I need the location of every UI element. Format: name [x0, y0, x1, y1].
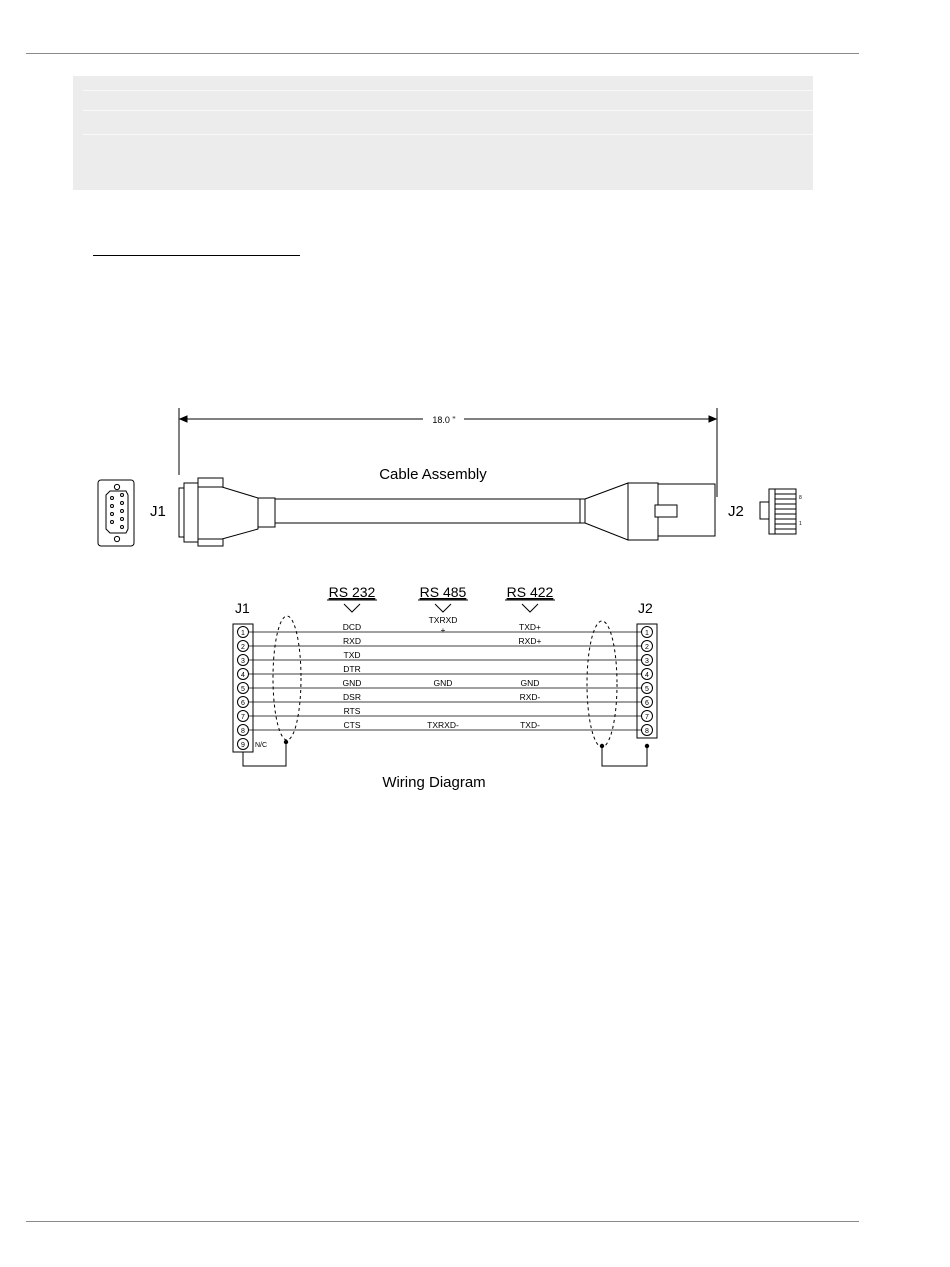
column-chevron: [435, 604, 451, 612]
cable-body: [179, 478, 715, 546]
signal-label: DTR: [343, 664, 361, 674]
length-label: 18.0 ": [432, 415, 456, 425]
signal-label: CTS: [343, 720, 361, 730]
signal-label: +: [440, 625, 446, 635]
j2-pin-number: 1: [645, 630, 649, 637]
cable-assembly-title: Cable Assembly: [379, 466, 487, 483]
signal-label: RXD+: [518, 636, 542, 646]
right-drain-wire: [602, 746, 647, 766]
j1-pin-number: 1: [241, 630, 245, 637]
signal-label: TXRXD: [428, 615, 458, 625]
j2-pin-number: 5: [645, 686, 649, 693]
column-header: RS 485: [419, 584, 467, 600]
left-shield: [273, 616, 301, 740]
j2-pin-number: 2: [645, 644, 649, 651]
wiring-diagram: [233, 584, 657, 791]
j1-pin-number: 6: [241, 700, 245, 707]
wiring-j1-label: J1: [235, 600, 250, 616]
signal-label: TXD-: [520, 720, 540, 730]
j1-pin-number: 4: [241, 672, 245, 679]
j2-pin-number: 4: [645, 672, 649, 679]
j1-pin-number: 2: [241, 644, 245, 651]
j1-pin-number: 9: [241, 742, 245, 749]
signal-label: RTS: [343, 706, 361, 716]
signal-label: RXD-: [519, 692, 541, 702]
column-header: RS 232: [328, 584, 376, 600]
signal-label: GND: [342, 678, 362, 688]
j2-pin-number: 6: [645, 700, 649, 707]
rj45-jack-icon: [760, 489, 796, 534]
footer-rule: [26, 1221, 859, 1222]
signal-label: TXD: [343, 650, 361, 660]
signal-label: GND: [520, 678, 540, 688]
signal-label: GND: [433, 678, 453, 688]
nc-label: N/C: [255, 742, 268, 749]
jack-pin-high: 8: [799, 495, 802, 501]
j1-pin-number: 3: [241, 658, 245, 665]
column-chevron: [344, 604, 360, 612]
signal-label: TXRXD-: [427, 720, 459, 730]
signal-label: DSR: [343, 692, 361, 702]
column-chevron: [522, 604, 538, 612]
signal-label: RXD: [343, 636, 361, 646]
signal-label: TXD+: [519, 622, 541, 632]
j1-pin-number: 8: [241, 728, 245, 735]
j1-label: J1: [150, 503, 166, 520]
j1-pin-number: 7: [241, 714, 245, 721]
j2-pin-number: 7: [645, 714, 649, 721]
right-shield: [587, 621, 617, 747]
j2-pin-number: 3: [645, 658, 649, 665]
db9-face-icon: [98, 480, 134, 546]
j2-label: J2: [728, 503, 744, 520]
wiring-diagram-title: Wiring Diagram: [382, 774, 486, 791]
jack-pin-low: 1: [799, 521, 802, 527]
wiring-j2-label: J2: [638, 600, 653, 616]
j2-pin-number: 8: [645, 728, 649, 735]
j1-pin-number: 5: [241, 686, 245, 693]
signal-label: DCD: [342, 622, 362, 632]
column-header: RS 422: [506, 584, 554, 600]
